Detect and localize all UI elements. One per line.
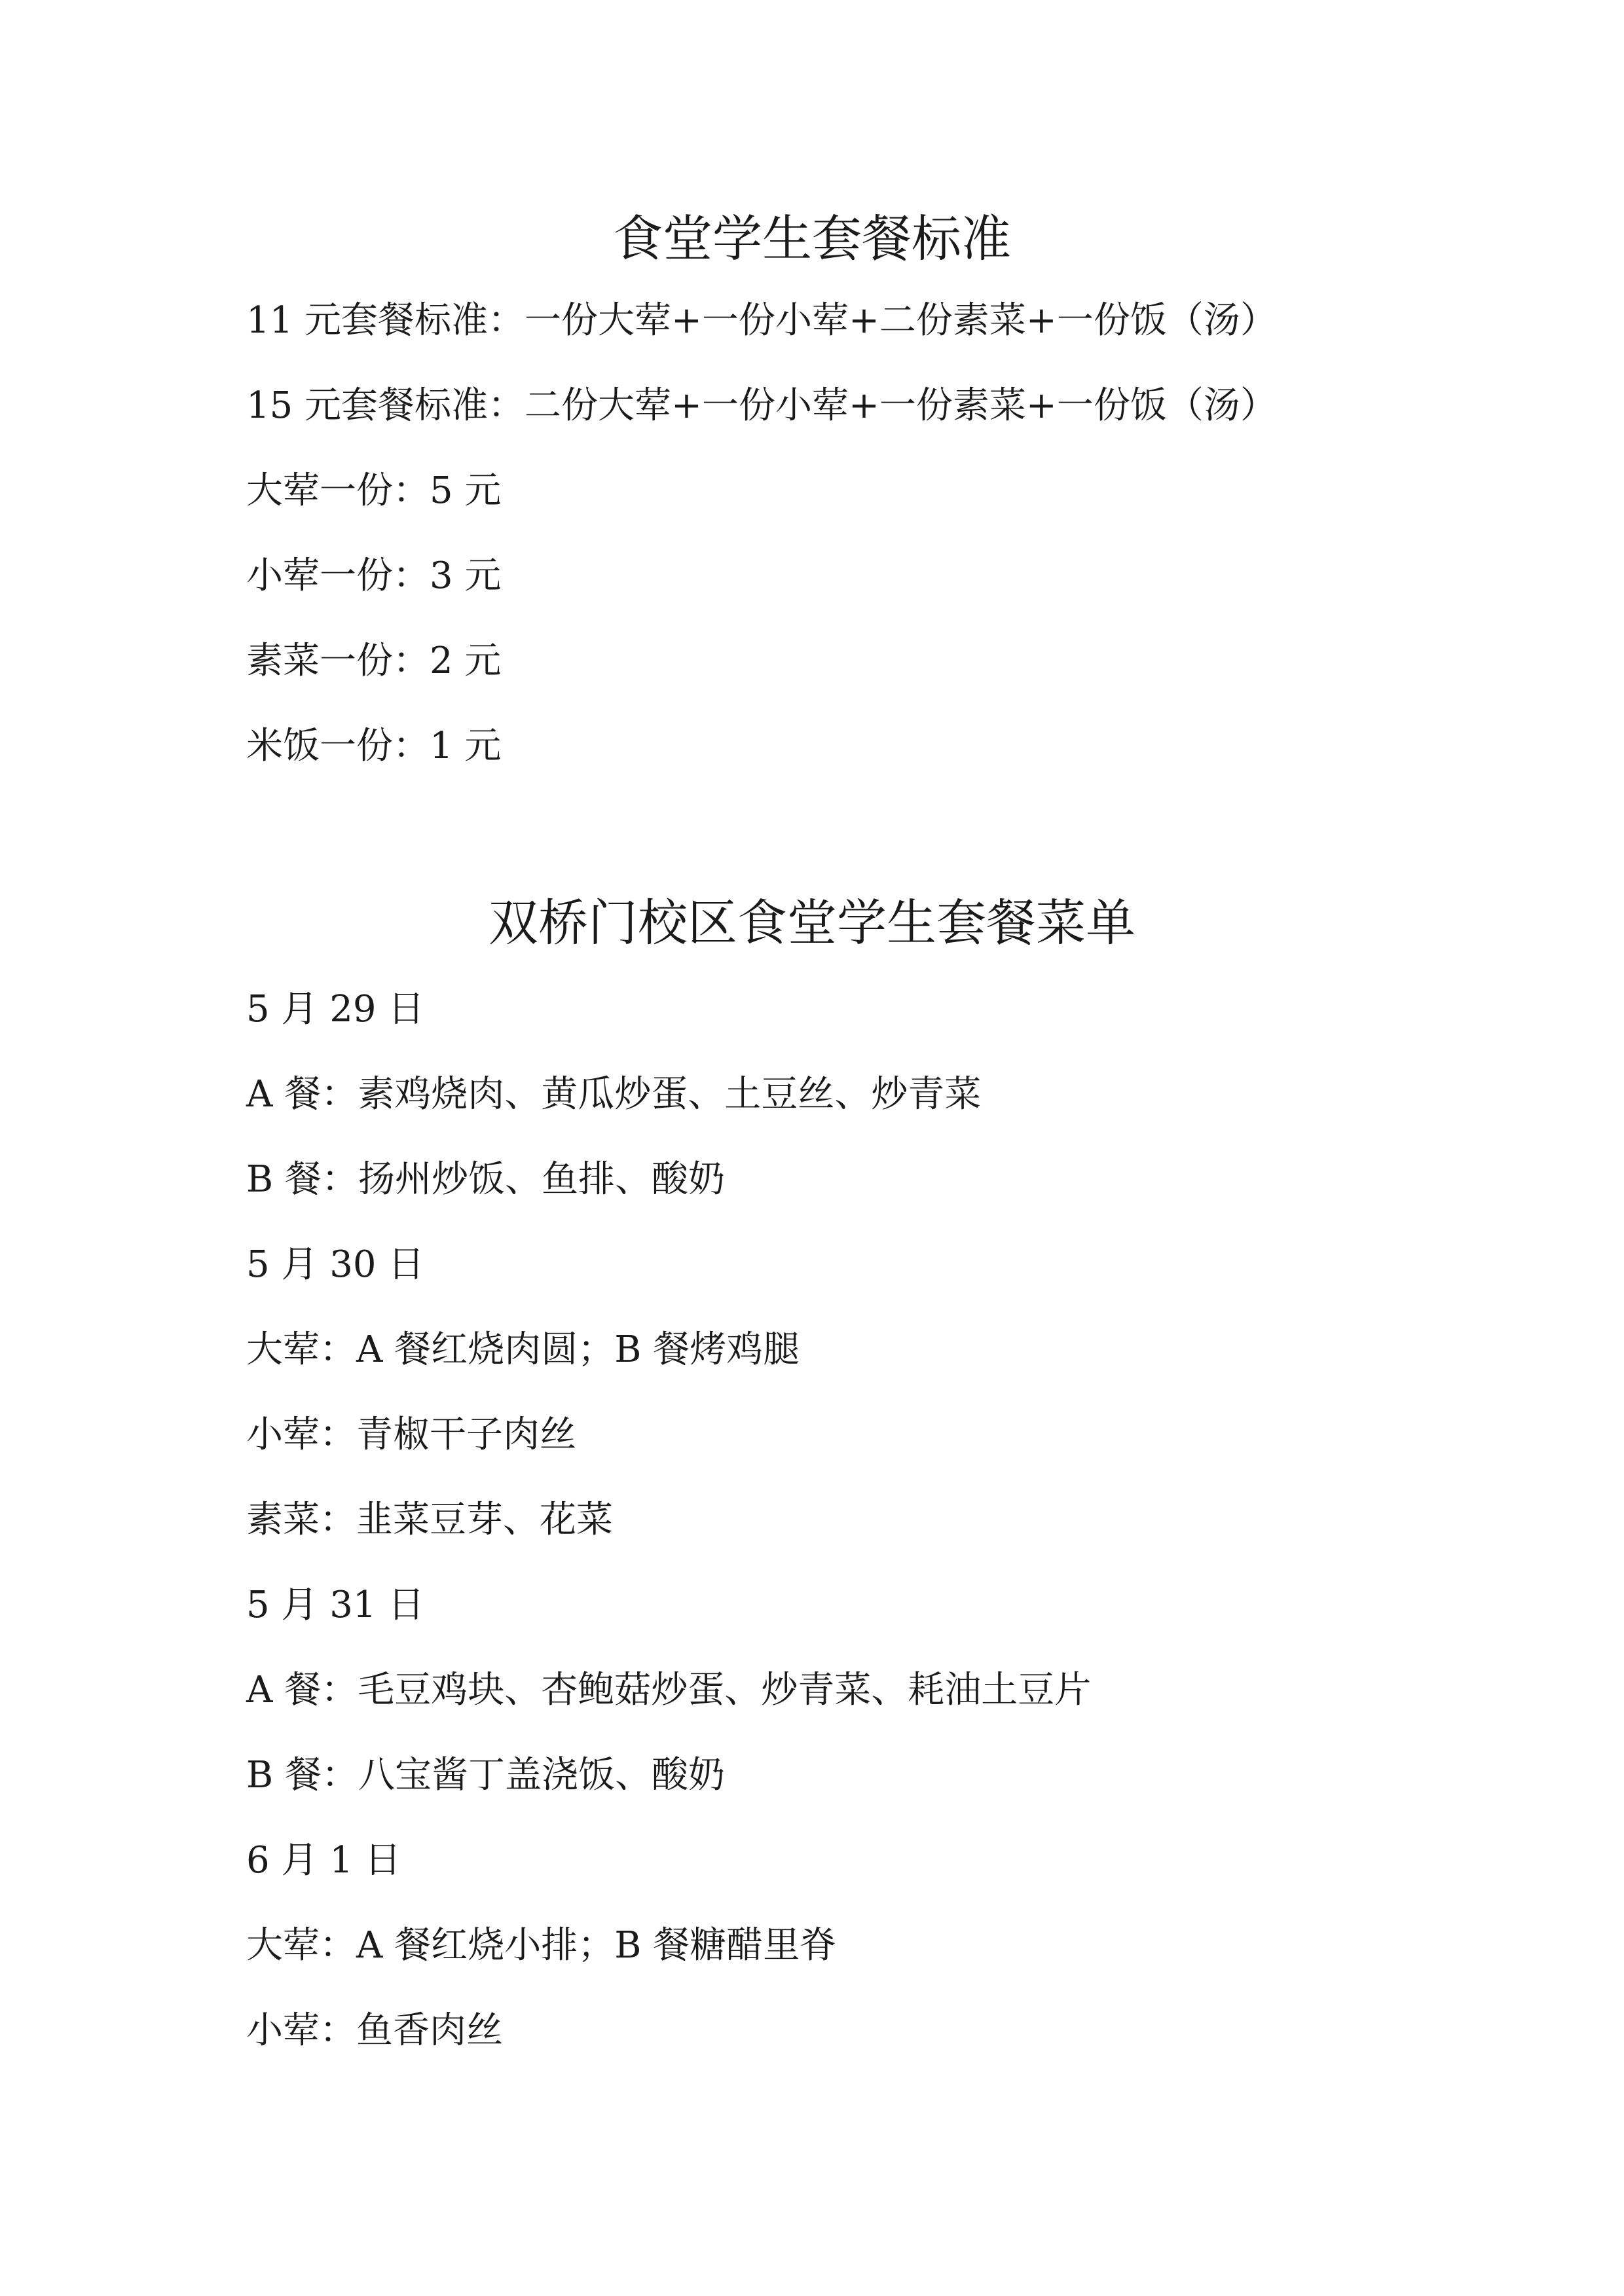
standard-list	[246, 295, 1556, 805]
menu-line: 小荤：青椒干子肉丝	[246, 1413, 576, 1456]
standard-line: 小荤一份：3 元	[246, 555, 502, 597]
menu-title: 双桥门校区食堂学生套餐菜单	[489, 894, 1135, 952]
menu-line: 大荤：A 餐红烧小排；B 餐糖醋里脊	[246, 1924, 837, 1967]
standard-line: 大荤一份：5 元	[246, 469, 502, 512]
standard-line: 15 元套餐标准：二份大荤+一份小荤+一份素菜+一份饭（汤）	[246, 384, 1277, 427]
standard-line: 11 元套餐标准：一份大荤+一份小荤+二份素菜+一份饭（汤）	[246, 299, 1277, 342]
menu-date: 5 月 30 日	[246, 1243, 425, 1286]
menu-line: A 餐：素鸡烧肉、黄瓜炒蛋、土豆丝、炒青菜	[246, 1073, 982, 1116]
menu-date: 5 月 29 日	[246, 988, 425, 1030]
menu-line: B 餐：扬州炒饭、鱼排、酸奶	[246, 1158, 725, 1201]
menu-line: B 餐：八宝酱丁盖浇饭、酸奶	[246, 1754, 725, 1796]
menu-line: 素菜：韭菜豆芽、花菜	[246, 1499, 613, 1541]
standard-title: 食堂学生套餐标准	[613, 210, 1011, 268]
menu-date: 6 月 1 日	[246, 1839, 401, 1882]
standard-line: 素菜一份：2 元	[246, 640, 502, 682]
menu-line: 大荤：A 餐红烧肉圆；B 餐烤鸡腿	[246, 1328, 800, 1371]
menu-line: A 餐：毛豆鸡块、杏鲍菇炒蛋、炒青菜、耗油土豆片	[246, 1669, 1092, 1711]
menu-line: 小荤：鱼香肉丝	[246, 2009, 503, 2052]
standard-line: 米饭一份：1 元	[246, 725, 502, 767]
menu-list	[246, 983, 1556, 2090]
menu-date: 5 月 31 日	[246, 1584, 425, 1626]
